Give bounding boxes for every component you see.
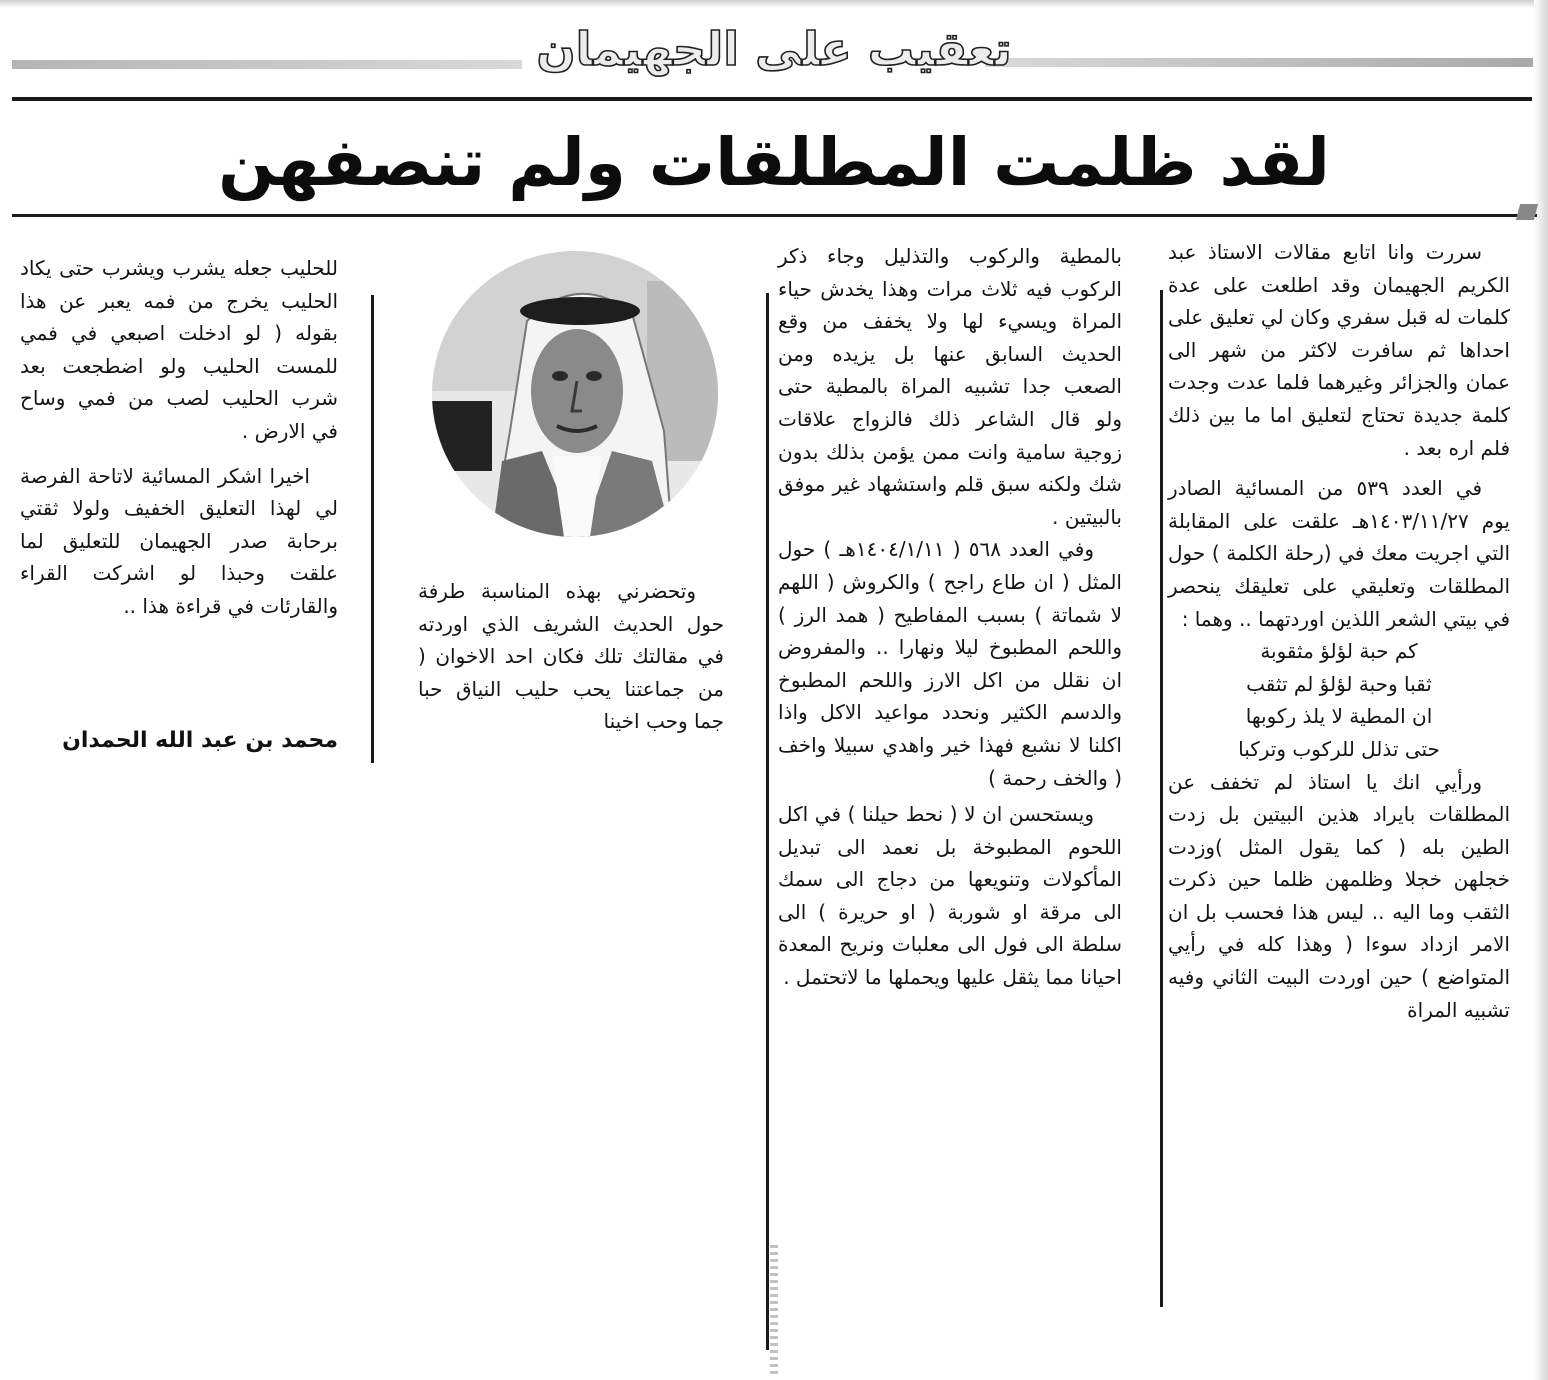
paragraph: ويستحسن ان لا ( نحط حيلنا ) في اكل اللحوم المطبوخة بل نعمد الى تبديل المأكولات وتنويعها من دجاج الى سمك الى مرقة او شوربة ( او حريرة ) الى سلطة الى فول الى معلبات ونريح المعدة احيانا مما يثقل عليها ويحملها ما لاتحتمل . [778,802,1122,990]
verse-line: كم حبة لؤلؤ مثقوبة [1260,639,1418,664]
header-rule-bottom [12,214,1537,217]
paragraph: سررت وانا اتابع مقالات الاستاذ عبد الكريم الجهيمان وقد اطلعت على عدة كلمات له قبل سفري وكان لي تعليق على احداها ثم سافرت لاكثر من شهر الى عمان والجزائر وغيرهما فلما عدت وجدت كلمة جديدة تحتاج لتعليق اما ما بين ذلك فلم اره بعد . [1168,240,1510,460]
scan-top-edge [0,0,1548,8]
column-rule-3 [371,295,374,763]
article-column-3 [418,575,724,738]
author-signature: محمد بن عبد الله الحمدان [62,728,338,753]
header-rule-top [12,97,1532,101]
section-kicker: تعقيب على الجهيمان [536,22,1012,76]
verse-line: ان المطية لا يلذ ركوبها [1245,704,1433,729]
article-column-1 [1168,236,1510,1026]
paragraph: وتحضرني بهذه المناسبة طرفة حول الحديث الشريف الذي اوردته في مقالتك تلك فكان احد الاخوان ( من جماعتنا يحب حليب النياق حبا جما وحب اخينا [418,579,724,734]
paragraph: للحليب جعله يشرب ويشرب حتى يكاد الحليب يخرج من فمه يعبر عن هذا بقوله ( لو ادخلت اصبعي في فمي للمست الحليب ولو اضطجعت بعد شرب الحليب لصب من فمي وساح في الارض . [20,256,338,443]
paragraph: بالمطية والركوب والتذليل وجاء ذكر الركوب فيه ثلاث مرات وهذا يخدش حياء المراة ويسيء لها ولا يخفف من وقع الحديث السابق عنها بل يزيده ومن الصعب جدا تشبيه المراة بالمطية حتى ولو قال الشاعر ذلك فالزواج علاقات زوجية سامية وانت ممن يؤمن بذلك بدون شك ولكنه سبق قلم واستشهاد غير موفق بالبيتين . [778,244,1122,529]
paragraph: وفي العدد ٥٦٨ ( ١٤٠٤/١/١١هـ ) حول المثل ( ان طاع راجح ) والكروش ( اللهم لا شماتة ) بسبب المفاطيح ( همد الرز ) واللحم المطبوخ ليلا ونهارا .. والمفروض ان نقلل من اكل الارز واللحم المطبوخ والدسم الكثير ونحدد مواعيد الاكل واذا اكلنا لا نشبع فهذا خير واهدي سبيلا واخف ( والخف رحمة ) [778,537,1122,790]
verse-line: حتى تذلل للركوب وتركبا [1238,736,1440,761]
column-rule-2 [766,293,769,1350]
paragraph: ورأيي انك يا استاذ لم تخفف عن المطلقات بايراد هذين البيتين بل زدت الطين بله ( كما يقول المثل )وزدت خجلهن خجلا وظلمهن ظلما حين ذكرت الثقب وما اليه .. ليس هذا فحسب بل ان الامر ازداد سوءا ( وهذا كله في رأيي المتواضع ) حين اوردت البيت الثاني وفيه تشبيه المراة [1168,769,1510,1022]
article-column-4 [20,252,338,623]
scan-scuff [770,1245,778,1375]
paragraph: في العدد ٥٣٩ من المسائية الصادر يوم ١٤٠٣/١١/٢٧هـ علقت على المقابلة التي اجريت معك في (رحلة الكلمة ) حول المطلقات وتعليقي على تعليقك ينحصر في بيتي الشعر اللذين اوردتهما .. وهما : [1168,476,1510,631]
paragraph: اخيرا اشكر المسائية لاتاحة الفرصة لي لهذا التعليق الخفيف ولولا ثقتي برحابة صدر الجهيمان للتعليق لما علقت وحبذا لو اشركت القراء والقارئات في قراءة هذا .. [20,463,338,618]
article-headline: لقد ظلمت المطلقات ولم تنصفهن [218,124,1330,201]
article-column-2 [778,240,1122,994]
column-rule-1 [1160,290,1163,1307]
author-photo [432,251,718,537]
verse-line: ثقبا وحبة لؤلؤ لم تثقب [1246,671,1432,696]
